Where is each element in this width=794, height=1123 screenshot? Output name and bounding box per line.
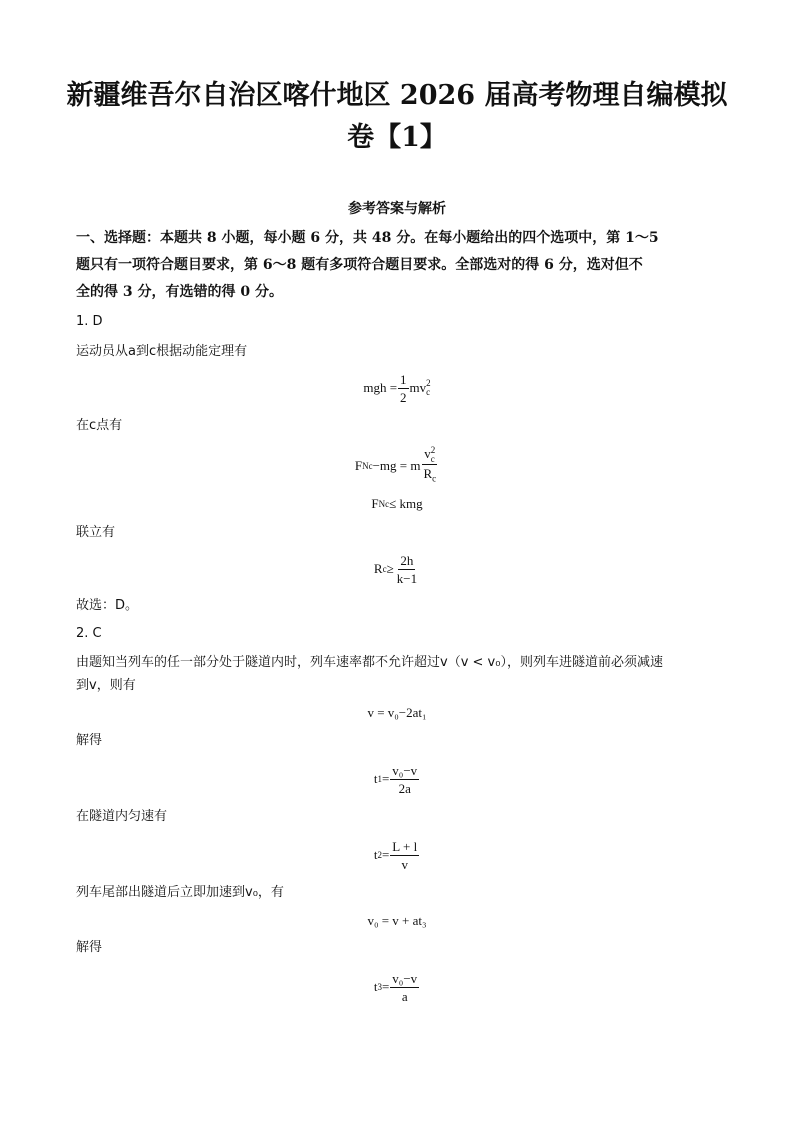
document-title-line1: 新疆维吾尔自治区喀什地区 2026 届高考物理自编模拟 xyxy=(66,80,728,111)
q2-number: 2. C xyxy=(76,626,102,641)
q1-equation-energy: mgh = $\frac{1}{2}$ mv 2 c xyxy=(363,371,431,405)
section-instructions-line1: 一、选择题：本题共 8 小题，每小题 6 分，共 48 分。在每小题给出的四个选项中，第 1～5 xyxy=(76,230,659,246)
q1-equation-normal-force: F Nc −mg = m v 2 c $R_c$ xyxy=(354,444,437,484)
q2-paragraph-line1: 由题知当列车的任一部分处于隧道内时，列车速率都不允许超过v（v < v₀），则列车进隧道前必须减速 xyxy=(76,655,663,670)
q1-intro: 运动员从a到c根据动能定理有 xyxy=(76,344,248,359)
q2-solve-2: 解得 xyxy=(76,940,103,955)
section-instructions-line3: 全的得 3 分，有选错的得 0 分。 xyxy=(76,284,283,300)
q1-answer: 故选：D。 xyxy=(76,598,139,613)
section-instructions-line2: 题只有一项符合题目要求，第 6～8 题有多项符合题目要求。全部选对的得 6 分，选对但不 xyxy=(76,257,643,273)
q2-equation-t3: t 3 = $\frac{\text{v₀−v}}{a}$ xyxy=(373,970,418,1004)
q1-combine: 联立有 xyxy=(76,525,116,540)
q1-number: 1. D xyxy=(76,314,103,329)
q2-paragraph-line2: 到v，则有 xyxy=(76,678,136,693)
q2-equation-t1: t 1 = $\frac{\text{v₀−v}}{2a}$ xyxy=(373,762,418,796)
q2-solve-1: 解得 xyxy=(76,733,103,748)
q2-tail-exit: 列车尾部出隧道后立即加速到v₀，有 xyxy=(76,885,284,900)
q1-equation-result: R c ≥ $\frac{2h}{k-1}$ xyxy=(373,552,418,586)
q2-equation-deceleration: v = v₀−2at₁ xyxy=(367,705,427,720)
q1-equation-inequality: F Nc ≤ kmg xyxy=(371,496,423,511)
q1-at-c: 在c点有 xyxy=(76,418,123,433)
document-title-line2: 卷【1】 xyxy=(347,122,447,153)
section-subtitle: 参考答案与解析 xyxy=(348,201,446,217)
q2-tunnel-uniform: 在隧道内匀速有 xyxy=(76,809,168,824)
q2-equation-t2: t 2 = $\frac{L + l}{v}$ xyxy=(373,838,418,872)
q2-equation-acceleration: v₀ = v + at₃ xyxy=(367,913,427,928)
